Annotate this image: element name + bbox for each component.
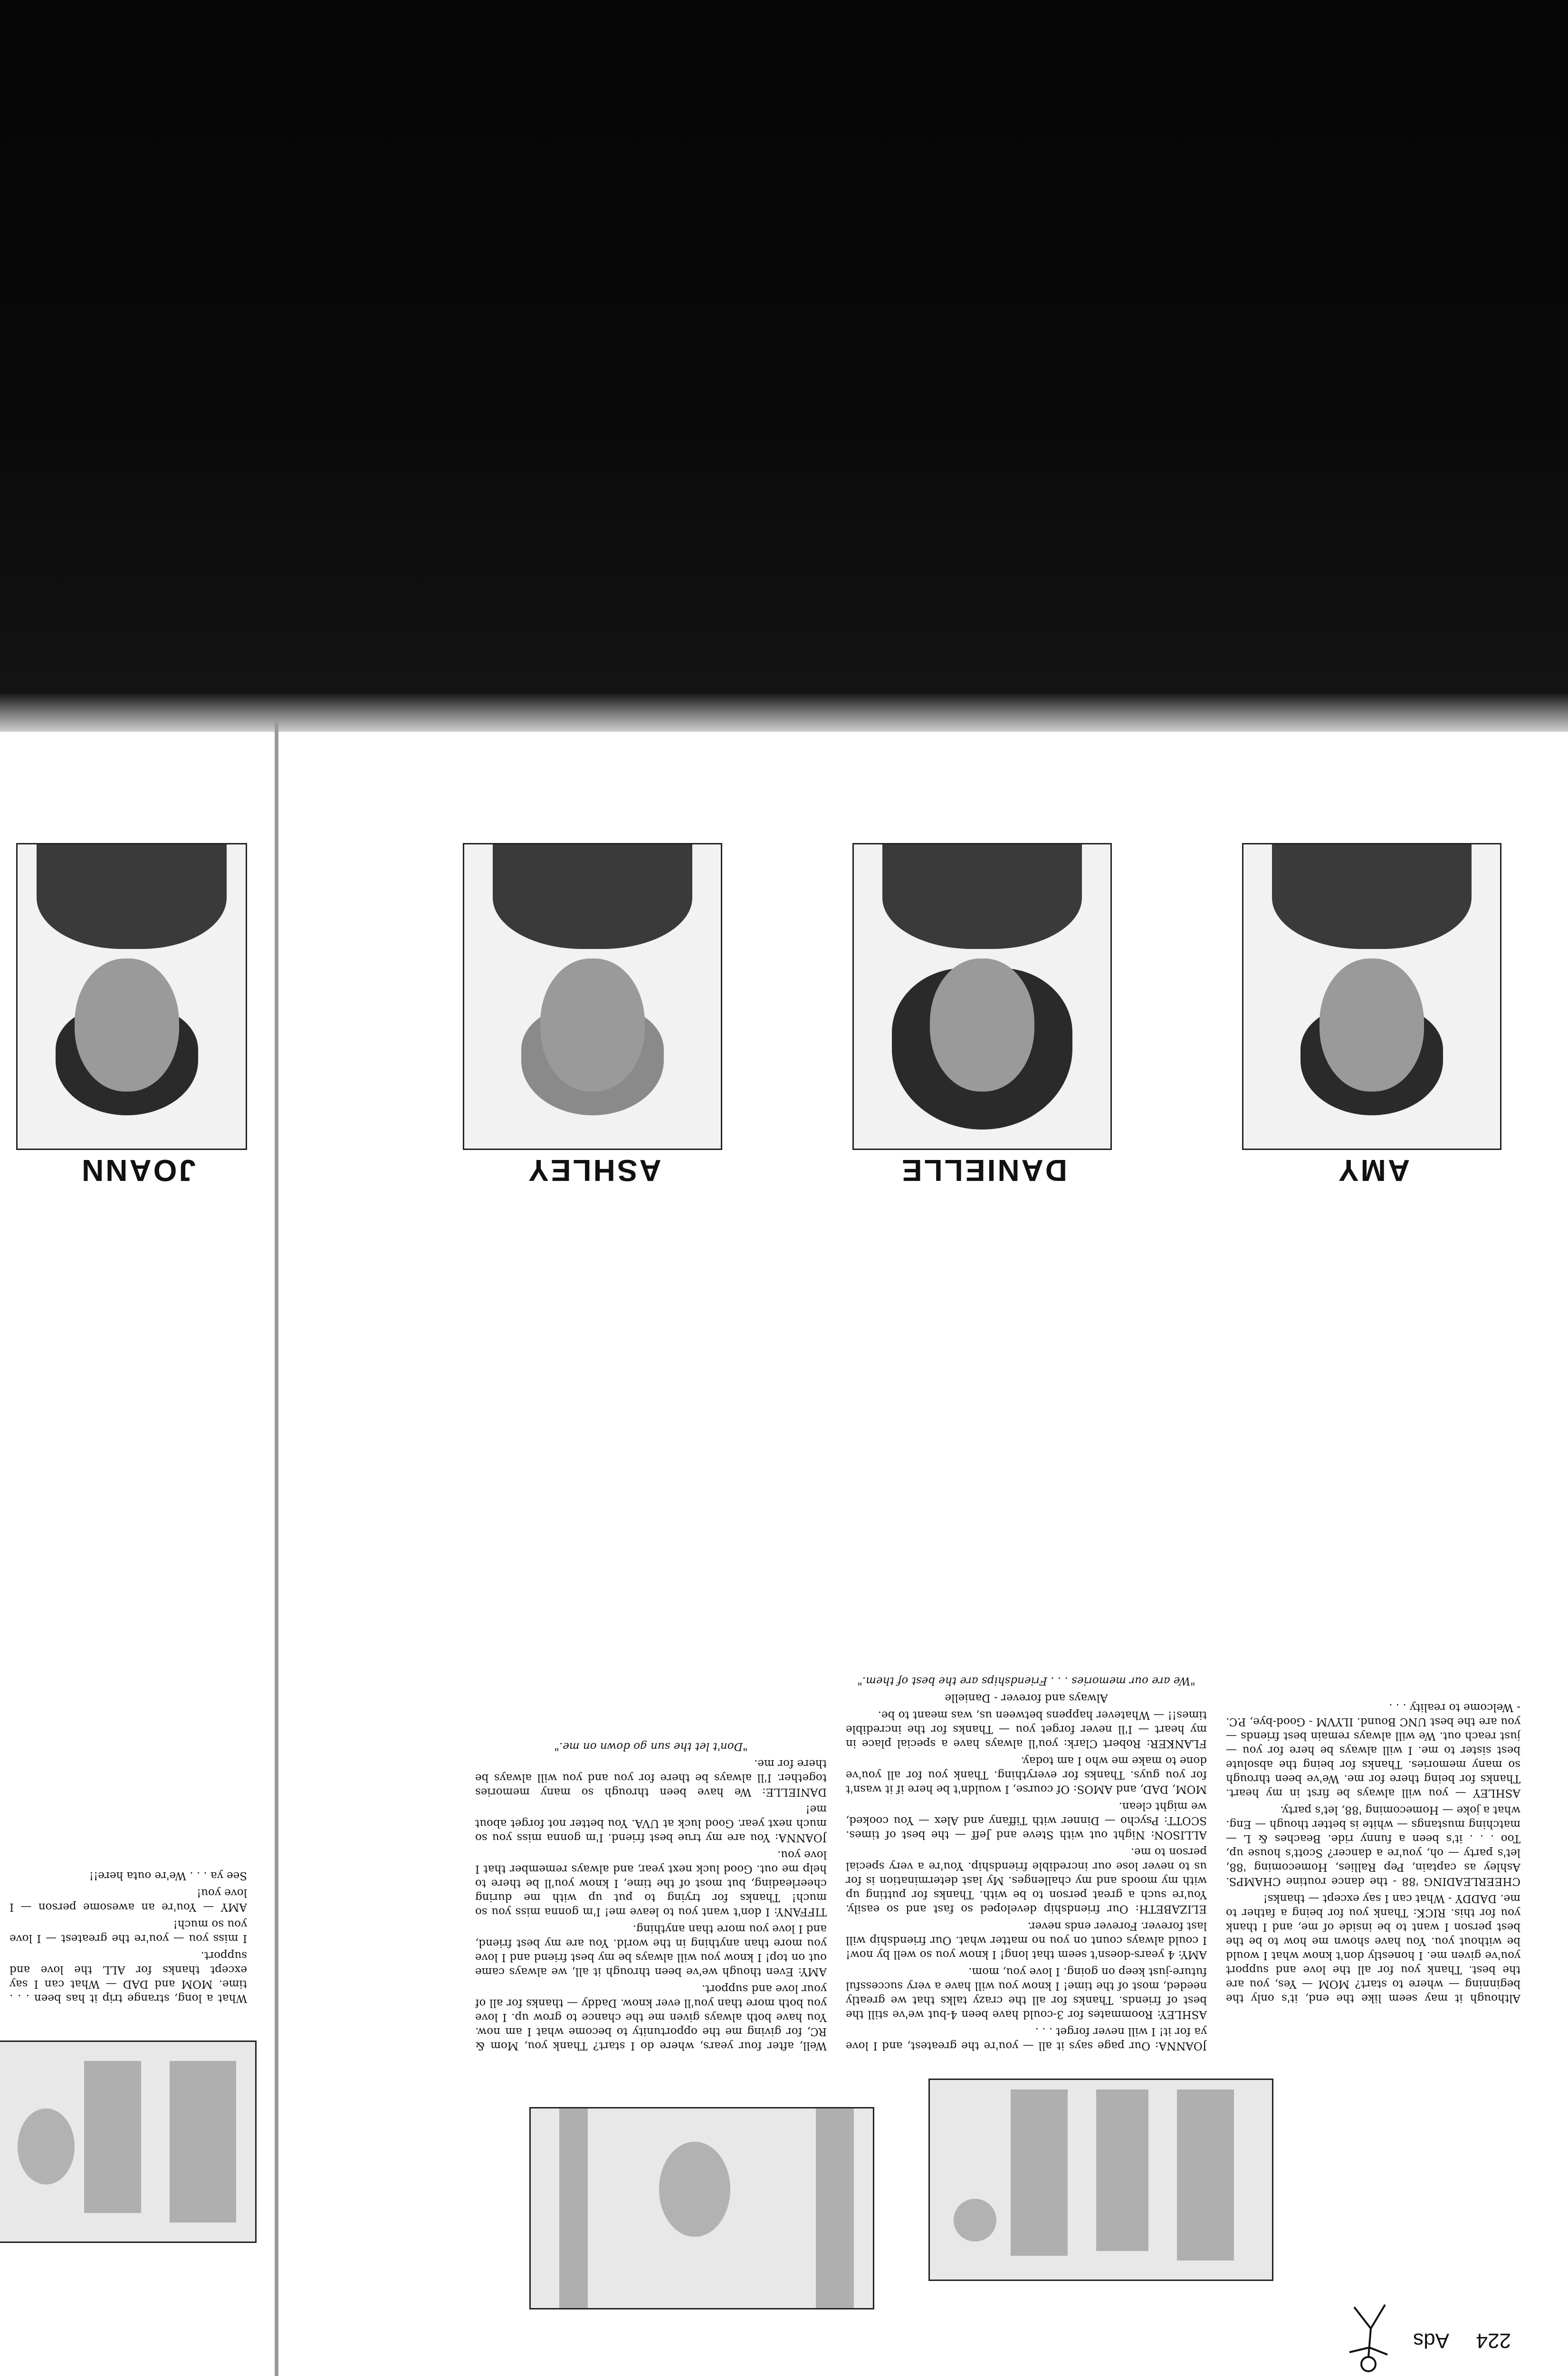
ashley-paragraph: DANIELLE: We have been through so many memories together. I'll always be there for you and you will always be there for me. xyxy=(475,1757,827,1798)
candid-photo-outdoors xyxy=(529,2107,874,2309)
amy-portrait xyxy=(1242,843,1501,1150)
joann-portrait xyxy=(16,843,247,1150)
ashley-name: ASHLEY xyxy=(526,1153,661,1188)
amy-paragraph: CHEERLEADING '88 - the dance routine CHAMPS. Ashley as captain, Pep Rallies, Homecoming '88, let's party — oh, you're a dancer? Scott's house up, Too . . . it's been a funny ride. Beaches & L — matching mustangs — white is better though — Eng. what a joke — Homecoming '88, let's party. xyxy=(1226,1804,1520,1887)
joann-name: JOANN xyxy=(79,1153,196,1188)
candid-photo-right xyxy=(0,2041,257,2243)
ashley-paragraph: AMY: Even though we've been through it all, we always came out on top! I know you will always be my best friend and I love you more than anything in the world. You are my best friend, and I love you more than anything. xyxy=(475,1923,827,1978)
page-fold xyxy=(0,694,1568,732)
danielle-quote: "We are our memories . . . Friendships are the best of them." xyxy=(857,1675,1195,1687)
joann-paragraph: AMY — You're an awesome person — I love you! xyxy=(10,1887,247,1913)
amy-name: AMY xyxy=(1336,1153,1410,1188)
ashley-portrait xyxy=(463,843,722,1150)
danielle-signature: Always and forever - Danielle xyxy=(945,1692,1108,1704)
amy-paragraph: Although it may seem like the end, it's only the beginning — where to start? MOM — Yes, you are the best. Thank you for all the love and support you've given me. I honestly don't know what I would be without you. You have shown me how to be the best person I want to be inside of me, and I thank you for this. RICK: Thank you for being a father to me. DADDY - What can I say except — thanks! xyxy=(1226,1892,1520,2004)
ashley-text-column xyxy=(475,1198,827,2053)
stick-figure-icon xyxy=(1340,2300,1397,2376)
danielle-paragraph: AMY: 4 years-doesn't seem that long! I know you so well by now! I could always count on you no matter what. Our friendship will last forever. Forever ends never. xyxy=(846,1920,1207,1961)
ashley-paragraph: TIFFANY: I don't want you to leave me! I'm gonna miss you so much! Thanks for trying to put up with me during cheerleading, but most of the time, I know you'll be there to help me out. Good luck next year, and always remember that I love you. xyxy=(475,1849,827,1918)
joann-paragraph: I miss you — you're the greatest — I love you so much! xyxy=(10,1918,247,1945)
danielle-paragraph: MOM, DAD, and AMOS: Of course, I wouldn't be here if it wasn't for you guys. Thanks for everything. Thank you for all you've done to make me who I am today. xyxy=(846,1754,1207,1795)
joann-paragraph: What a long, strange trip it has been . . . time. MOM and DAD — What can I say except thanks for ALL the love and support. xyxy=(10,1949,247,2004)
amy-paragraph: ASHLEY — you will always be first in my heart. Thanks for being there for me. We've been through so many memories. Thanks for being the absolute best sister to me. I will always be here for you — just reach out. We will always remain best friends — you are the best UNC Bound. ILYVM - Good-bye, P.C. - Welcome to reality . . . xyxy=(1226,1701,1520,1799)
danielle-paragraph: ELIZABETH: Our friendship developed so fast and so easily. You're such a great person to be with. Thanks for putting up with my moods and my challenges. My last determination is for us to never lose our incredible friendship. You're a very special person to me. xyxy=(846,1846,1207,1915)
danielle-paragraph: FLANKER: Robert Clark: you'll always have a special place in my heart — I'll never forget you — Thanks for the incredible times!! — Whatever happens between us, was meant to be. xyxy=(846,1709,1207,1750)
yearbook-spread xyxy=(0,732,1568,2376)
danielle-portrait xyxy=(852,843,1112,1150)
joann-paragraph: See ya . . . We're outa here!! xyxy=(89,1869,247,1882)
danielle-paragraph: ALLISON: Night out with Steve and Jeff — the best of times. SCOTT: Psycho — Dinner with Tiffany and Alex — You cooked, we might clean. xyxy=(846,1800,1207,1841)
scan-dark-background xyxy=(0,0,1568,713)
danielle-paragraph: ASHLEY: Roommates for 3-could have been 4-but we've still the best of friends. Thanks for all the crazy talks that we greatly needed, most of the time! I know you will have a very successful future-just keep on going. I love you, mom. xyxy=(846,1965,1207,2021)
candid-photo-group-left xyxy=(928,2079,1273,2281)
danielle-text-column xyxy=(846,1198,1207,2053)
page-number: 224 xyxy=(1476,2329,1511,2352)
section-label: Ads xyxy=(1413,2329,1449,2352)
ashley-paragraph: JOANNA: You are my true best friend. I'm gonna miss you so much next year. Good luck at UVA. You better not forget about me! xyxy=(475,1803,827,1844)
ashley-quote: "Don't let the sun go down on me." xyxy=(554,1740,748,1753)
amy-text-column xyxy=(1226,1198,1520,2005)
ashley-paragraph: Well, after four years, where do I start? Thank you, Mom & RC, for giving me the opportunity to become what I am now. You have both always given me the chance to grow up. I love you both more than you'll ever know. Daddy — thanks for all of your love and support. xyxy=(475,1983,827,2052)
danielle-name: DANIELLE xyxy=(900,1153,1067,1188)
joann-text-column xyxy=(10,1198,247,2005)
danielle-paragraph: JOANNA: Our page says it all — you're the greatest, and I love ya for it! I will never forget . . . xyxy=(846,2025,1207,2052)
